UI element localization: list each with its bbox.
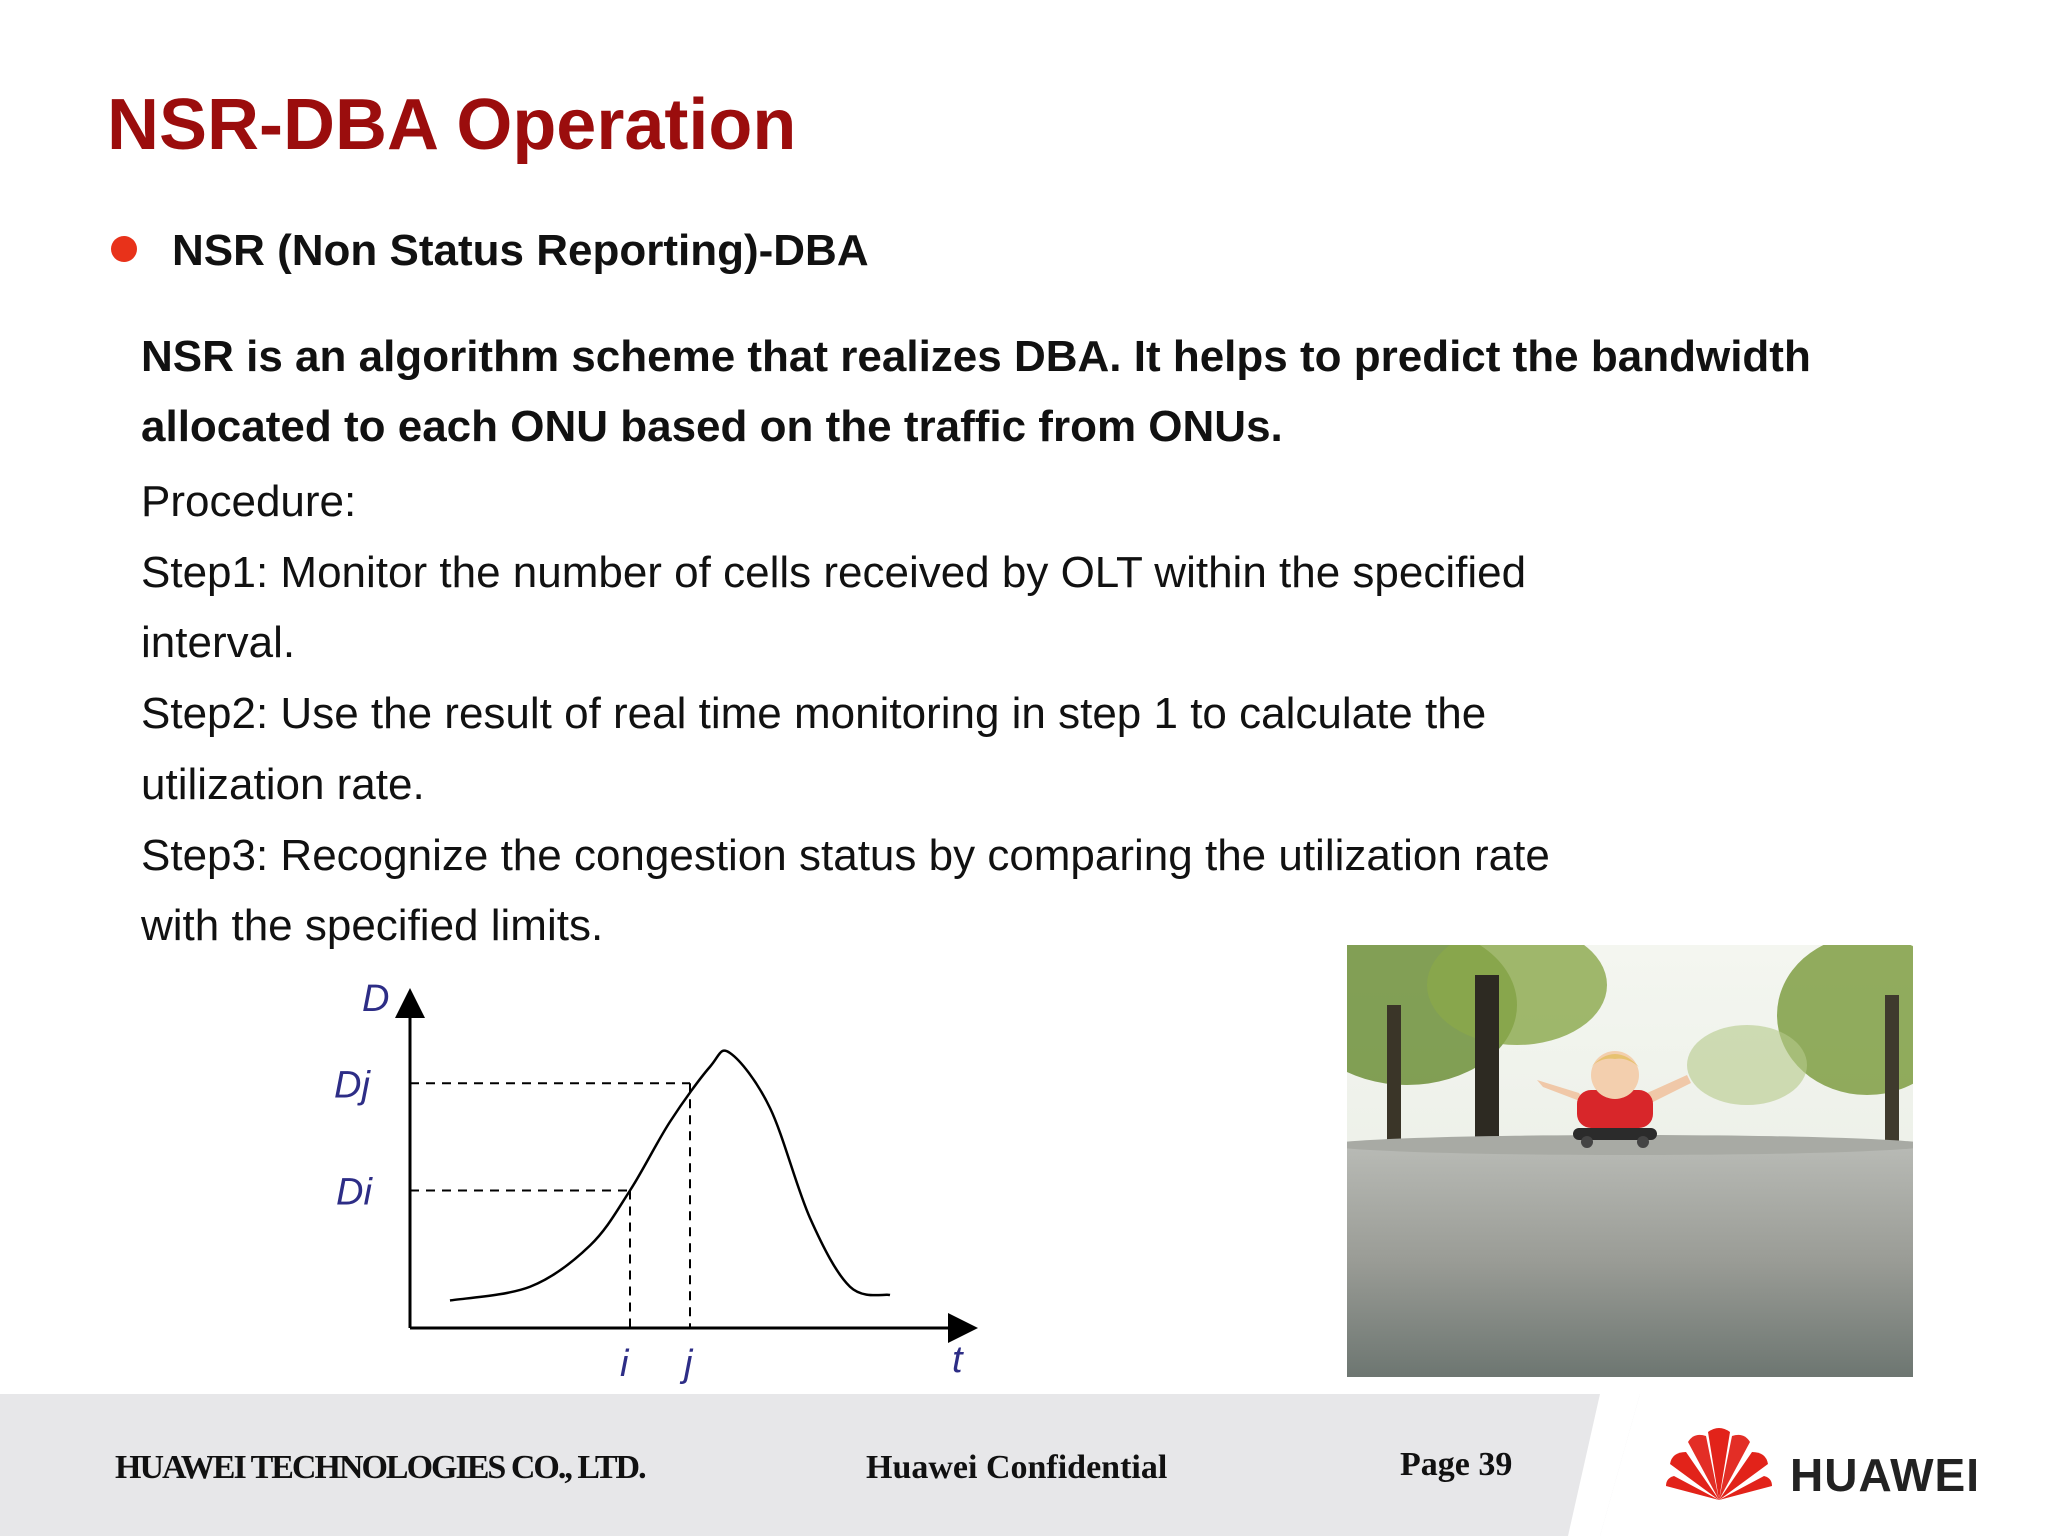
x-marker-label-i: i [620, 1343, 629, 1385]
intro-line-1: NSR is an algorithm scheme that realizes DBA. It helps to predict the bandwidth [141, 332, 1811, 381]
step3-line-2: with the specified limits. [141, 901, 604, 950]
footer-brand: HUAWEI [1790, 1449, 1980, 1501]
y-marker-label-dj: Dj [334, 1064, 370, 1107]
y-marker-label-di: Di [336, 1171, 372, 1214]
huawei-petal-logo-icon [1664, 1424, 1774, 1504]
bandwidth-curve-chart [300, 960, 1020, 1400]
x-axis-label: t [952, 1339, 963, 1381]
child-skateboard-photo [1347, 945, 1913, 1377]
bullet-heading: NSR (Non Status Reporting)-DBA [172, 226, 869, 275]
step1-line-1: Step1: Monitor the number of cells received by OLT within the specified [141, 548, 1527, 597]
step3-line-1: Step3: Recognize the congestion status by comparing the utilization rate [141, 831, 1550, 880]
bullet-icon [111, 236, 137, 262]
series-line [450, 1051, 890, 1301]
procedure-label: Procedure: [141, 477, 357, 526]
step2-line-1: Step2: Use the result of real time monitoring in step 1 to calculate the [141, 689, 1487, 738]
slide-title: NSR-DBA Operation [107, 85, 797, 165]
footer-page-number: Page 39 [1400, 1446, 1513, 1483]
y-axis-label: D [362, 978, 390, 1020]
footer-confidential: Huawei Confidential [866, 1449, 1168, 1486]
step1-line-2: interval. [141, 618, 296, 667]
step2-line-2: utilization rate. [141, 760, 425, 809]
x-marker-label-j: j [684, 1343, 693, 1385]
footer-company: HUAWEI TECHNOLOGIES CO., LTD. [115, 1449, 645, 1486]
intro-line-2: allocated to each ONU based on the traffic from ONUs. [141, 402, 1283, 451]
